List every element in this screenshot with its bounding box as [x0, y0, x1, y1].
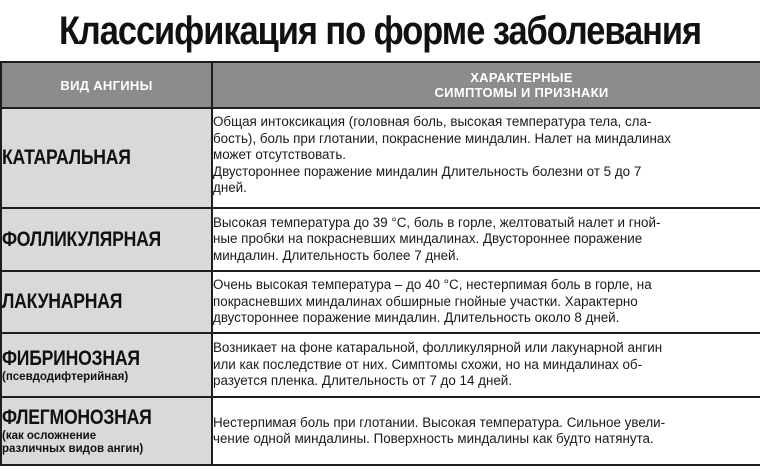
angina-type-name: КАТАРАЛЬНАЯ — [2, 146, 131, 169]
table-header-row — [1, 62, 760, 108]
angina-type-cell — [1, 333, 212, 397]
symptoms-cell — [212, 208, 760, 271]
symptom-line: Возникает на фоне катаральной, фолликулярной или лакунарной ангин — [213, 340, 663, 356]
table-row — [1, 333, 760, 397]
symptom-line: или как последствие от них. Симптомы схожи, но на миндалинах об- — [213, 356, 643, 372]
header-symptoms-line1: ХАРАКТЕРНЫЕ — [470, 70, 573, 85]
angina-type-name: ФИБРИНОЗНАЯ — [2, 346, 140, 370]
symptoms-cell — [212, 333, 760, 397]
symptom-line: Нестерпимая боль при глотании. Высокая температура. Сильное увели- — [213, 414, 666, 430]
header-symptoms-column — [212, 62, 760, 108]
table-row — [1, 108, 760, 208]
symptom-line: Очень высокая температура – до 40 °С, нестерпимая боль в горле, на — [213, 277, 652, 293]
symptom-line: чение одной миндалины. Поверхность миндалины как будто натянута. — [213, 431, 654, 446]
symptoms-cell — [212, 271, 760, 333]
symptom-line: миндалин. Длительность более 7 дней. — [213, 247, 460, 263]
page-title: Классификация по форме заболевания — [58, 9, 702, 53]
angina-type-note: (псевдодифтерийная) — [2, 370, 129, 383]
table-row — [1, 397, 760, 465]
symptom-line: Двустороннее поражение миндалин Длительность болезни от 5 до 7 — [213, 163, 642, 179]
angina-type-cell — [1, 108, 212, 208]
symptom-line: бость), боль при глотании, покраснение миндалин. Налет на миндалинах — [213, 130, 672, 146]
angina-type-name: ФОЛЛИКУЛЯРНАЯ — [2, 227, 161, 251]
symptom-line: ные пробки на покрасневших миндалинах. Двустороннее поражение — [213, 231, 643, 247]
angina-type-note: (как осложнение — [2, 430, 97, 442]
symptom-line: разуется пленка. Длительность от 7 до 14 дней. — [213, 373, 513, 389]
angina-type-cell — [1, 397, 212, 465]
angina-type-name: ЛАКУНАРНАЯ — [2, 290, 123, 313]
symptom-line: покрасневших миндалинах обширные гнойные участки. Характерно — [213, 293, 638, 309]
symptom-line: Общая интоксикация (головная боль, высокая температура тела, сла- — [213, 114, 652, 129]
angina-type-note: различных видов ангин) — [2, 443, 144, 455]
header-symptoms-line2: СИМПТОМЫ И ПРИЗНАКИ — [434, 85, 609, 100]
symptoms-cell — [212, 108, 760, 208]
symptom-line: двустороннее поражение миндалин. Длительность около 8 дней. — [213, 310, 620, 326]
symptom-line: дней. — [213, 180, 247, 195]
angina-type-name: ФЛЕГМОНОЗНАЯ — [2, 406, 152, 429]
symptom-line: Высокая температура до 39 °С, боль в горле, желтоватый налет и гной- — [213, 214, 661, 230]
angina-type-cell — [1, 208, 212, 271]
header-type-label: ВИД АНГИНЫ — [60, 77, 153, 93]
angina-classification-table — [0, 61, 760, 466]
symptoms-cell — [212, 397, 760, 465]
angina-type-cell — [1, 271, 212, 333]
symptom-line: может отсутствовать. — [213, 147, 347, 162]
table-row — [1, 208, 760, 271]
header-type-column — [1, 62, 212, 108]
table-row — [1, 271, 760, 333]
